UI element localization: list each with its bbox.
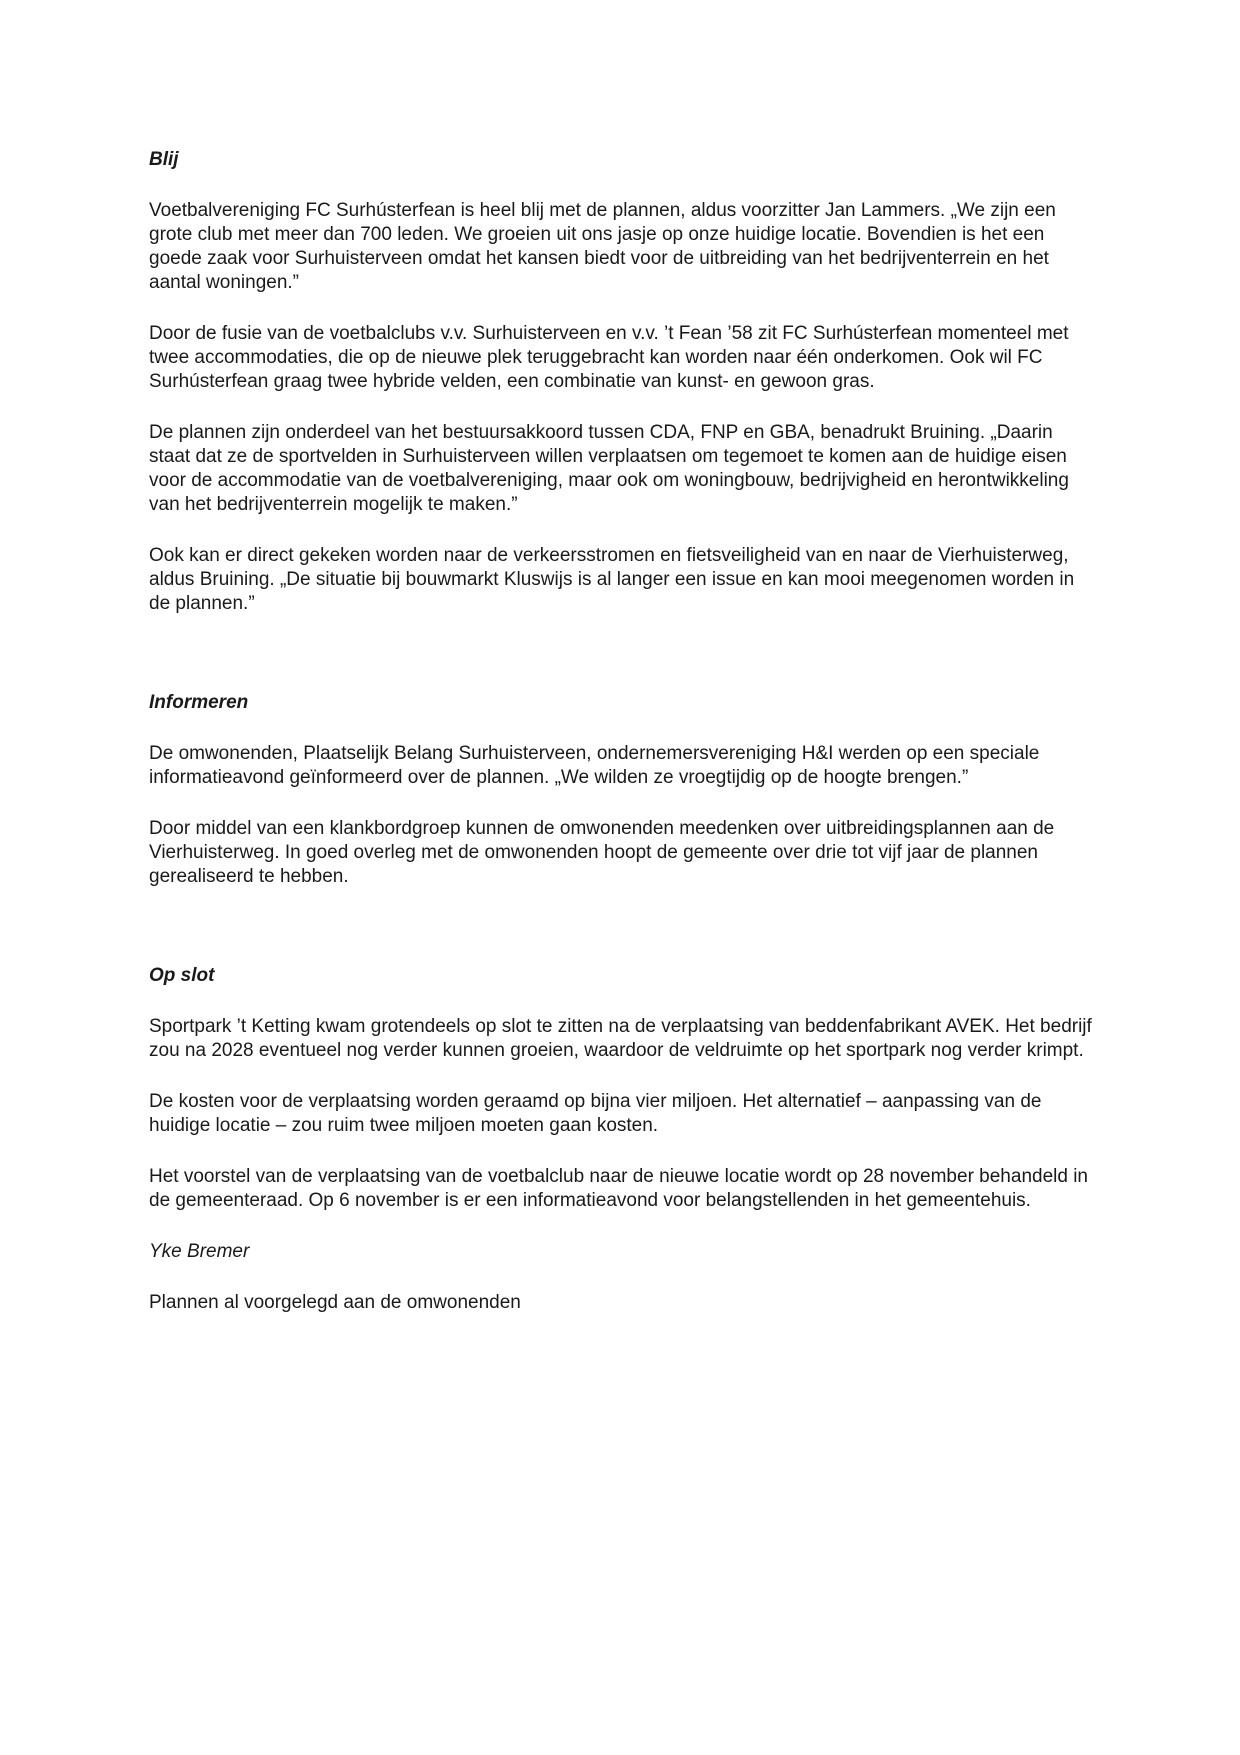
paragraph: Het voorstel van de verplaatsing van de voetbalclub naar de nieuwe locatie wordt op 28 november behandeld in de gemeenteraad. Op 6 november is er een informatieavond voor belangstellenden in het gemeentehuis. [149, 1166, 1088, 1211]
paragraph: Voetbalvereniging FC Surhústerfean is heel blij met de plannen, aldus voorzitter Jan Lammers. „We zijn een grote club met meer dan 700 leden. We groeien uit ons jasje op onze huidige locatie. Bovendien is het een goede zaak voor Surhuisterveen omdat het kansen biedt voor de uitbreiding van het bedrijventerrein en het aantal woningen.” [149, 200, 1056, 293]
author-byline: Yke Bremer [149, 1241, 250, 1262]
paragraph: De kosten voor de verplaatsing worden geraamd op bijna vier miljoen. Het alternatief – aanpassing van de huidige locatie – zou ruim twee miljoen moeten gaan kosten. [149, 1091, 1042, 1136]
section-heading-informeren: Informeren [149, 692, 249, 713]
section-heading-blij: Blij [149, 149, 179, 170]
paragraph: Ook kan er direct gekeken worden naar de verkeersstromen en fietsveiligheid van en naar de Vierhuisterweg, aldus Bruining. „De situatie bij bouwmarkt Kluswijs is al langer een issue en kan mooi meegenomen worden in de plannen.” [149, 545, 1075, 614]
photo-caption: Plannen al voorgelegd aan de omwonenden [149, 1292, 521, 1313]
paragraph: Sportpark ’t Ketting kwam grotendeels op slot te zitten na de verplaatsing van beddenfabrikant AVEK. Het bedrijf zou na 2028 eventueel nog verder kunnen groeien, waardoor de veldruimte op het sportpark nog verder krimpt. [149, 1016, 1092, 1061]
paragraph: Door de fusie van de voetbalclubs v.v. Surhuisterveen en v.v. ’t Fean ’58 zit FC Surhústerfean momenteel met twee accommodaties, die op de nieuwe plek teruggebracht kan worden naar één onderkomen. Ook wil FC Surhústerfean graag twee hybride velden, een combinatie van kunst- en gewoon gras. [149, 323, 1069, 392]
document-body [149, 148, 1099, 1315]
paragraph: Door middel van een klankbordgroep kunnen de omwonenden meedenken over uitbreidingsplannen aan de Vierhuisterweg. In goed overleg met de omwonenden hoopt de gemeente over drie tot vijf jaar de plannen gerealiseerd te hebben. [149, 818, 1055, 887]
paragraph: De plannen zijn onderdeel van het bestuursakkoord tussen CDA, FNP en GBA, benadrukt Bruining. „Daarin staat dat ze de sportvelden in Surhuisterveen willen verplaatsen om tegemoet te komen aan de huidige eisen voor de accommodatie van de voetbalvereniging, maar ook om woningbouw, bedrijvigheid en herontwikkeling van het bedrijventerrein mogelijk te maken.” [149, 422, 1069, 515]
paragraph: De omwonenden, Plaatselijk Belang Surhuisterveen, ondernemersvereniging H&I werden op een speciale informatieavond geïnformeerd over de plannen. „We wilden ze vroegtijdig op de hoogte brengen.” [149, 743, 1040, 788]
section-heading-op-slot: Op slot [149, 965, 215, 986]
